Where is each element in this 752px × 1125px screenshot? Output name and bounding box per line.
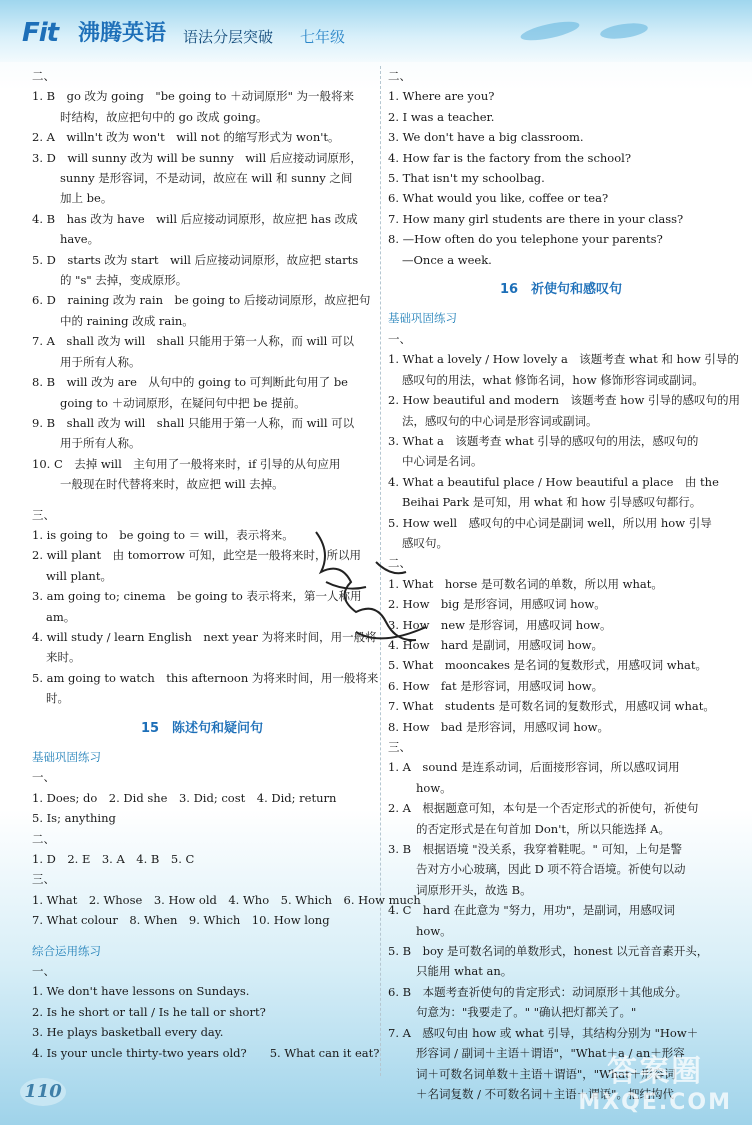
answer-line: 词原形开头，故选 B。 [416,882,532,897]
dolphin-decoration [519,18,581,44]
answer-line: 2. Is he short or tall / Is he tall or short? [32,1004,266,1019]
answer-line: 一般现在时代替将来时，故应把 will 去掉。 [60,477,284,492]
answer-line: 4. How hard 是副词，用感叹词 how。 [388,637,604,652]
answer-line: 形容词 / 副词＋主语＋谓语"，"What＋a / an＋形容 [416,1046,685,1061]
answer-line: 时。 [46,691,69,706]
answer-line: 的 "s" 去掉，变成原形。 [60,273,188,288]
answer-line: sunny 是形容词，不是动词，故应在 will 和 sunny 之间 [60,171,353,186]
answer-line: 7. What colour 8. When 9. Which 10. How long [32,913,330,928]
series-title: 语法分层突破 [183,28,274,46]
answer-line: 1. is going to be going to ＝ will，表示将来。 [32,527,294,542]
answer-line: 10. C 去掉 will 主句用了一般将来时，if 引导的从句应用 [32,456,341,471]
answer-line [32,931,372,941]
answer-line: 一、 [388,331,411,346]
answer-line: 感叹句。 [402,535,448,550]
answer-line: 6. How fat 是形容词，用感叹词 how。 [388,678,604,693]
page-number: 110 [20,1078,66,1106]
chapter-title: 16 祈使句和感叹句 [499,282,623,298]
answer-line [32,495,372,505]
answer-line: 4. Is your uncle thirty-two years old? 5. What can it eat? [32,1045,380,1060]
section-heading: 基础巩固练习 [388,311,457,326]
answer-line: 中的 raining 改成 rain。 [60,313,194,328]
dolphin-decoration [599,21,648,42]
answer-line: 5. D starts 改为 start will 后应接动词原形，故应把 starts [32,252,359,267]
answer-line: 二、 [388,69,411,83]
answer-line: 时结构，故应把句中的 go 改成 going。 [60,109,268,124]
answer-line: 法，感叹句的中心词是形容词或副词。 [402,413,598,428]
grade-label: 七年级 [300,28,346,46]
answer-line: going to ＋动词原形，在疑问句中把 be 提前。 [60,395,306,410]
answer-line: 3. What a 该题考查 what 引导的感叹句的用法，感叹句的 [388,433,699,448]
answer-line: 告对方小心玻璃，因此 D 项不符合语境。祈使句以动 [416,862,686,877]
answer-line: 用于所有人称。 [60,436,141,451]
answer-line: how。 [416,780,452,795]
answer-line: have。 [60,232,100,247]
answer-line: 9. B shall 改为 will shall 只能用于第一人称，而 will 可以 [32,415,355,430]
answer-line: 5. How well 感叹句的中心词是副词 well，所以用 how 引导 [388,515,712,530]
answer-line: 二、 [388,556,411,571]
answer-line: 三、 [32,507,55,522]
answer-line: ＋名词复数 / 不可数名词＋主语＋谓语"。把结构代 [416,1086,674,1101]
answer-line: 只能用 what an。 [416,964,513,979]
answer-line: 6. B 本题考查祈使句的肯定形式：动词原形＋其他成分。 [388,984,688,999]
answer-line: 4. will study / learn English next year 为将来时间，用一般将 [32,629,377,644]
watermark-url: MXQE.COM [578,1090,732,1115]
answer-line: am。 [46,609,76,624]
answer-line: 三、 [32,872,55,887]
answer-line: 1. D 2. E 3. A 4. B 5. C [32,852,195,867]
answer-line: 5. Is; anything [32,811,116,826]
answer-line: 3. How new 是形容词，用感叹词 how。 [388,617,612,632]
answer-line: 1. What a lovely / How lovely a 该题考查 what 和 how 引导的 [388,352,739,367]
answer-line: 感叹句的用法，what 修饰名词，how 修饰形容词或副词。 [402,372,704,387]
answer-line: 二、 [32,831,55,846]
answer-line: 一、 [32,770,55,785]
answer-line: 5. What mooncakes 是名词的复数形式，用感叹词 what。 [388,658,707,673]
answer-line: 5. B boy 是可数名词的单数形式，honest 以元音音素开头， [388,944,709,959]
answer-line: —Once a week. [402,252,492,267]
answer-line: 4. How far is the factory from the school? [388,150,631,165]
answer-line: 3. B 根据语境 "没关系，我穿着鞋呢。" 可知，上句是警 [388,842,682,857]
chapter-title: 15 陈述句和疑问句 [140,720,264,736]
answer-line: 4. What a beautiful place / How beautiful a place 由 the [388,474,719,489]
answer-line: 词＋可数名词单数＋主语＋谓语"，"What＋形容词 [416,1066,676,1081]
answer-line: 三、 [388,740,411,754]
answer-line: 1. What horse 是可数名词的单数，所以用 what。 [388,576,663,591]
answer-line: 4. C hard 在此意为 "努力，用功"，是副词，用感叹词 [388,903,675,918]
answer-line: 3. We don't have a big classroom. [388,130,584,145]
answer-line: 7. How many girl students are there in your class? [388,211,684,226]
answer-line: 5. That isn't my schoolbag. [388,171,545,186]
answer-line: 6. What would you like, coffee or tea? [388,191,609,206]
answer-line: how。 [416,923,452,938]
answer-line: 2. will plant 由 tomorrow 可知，此空是一般将来时，所以用 [32,548,362,563]
watermark-text: 答案圈 [607,1054,704,1089]
answer-line: 7. What students 是可数名词的复数形式，用感叹词 what。 [388,699,715,714]
answer-line: Beihai Park 是可知，用 what 和 how 引导感叹句都行。 [402,495,702,510]
answer-line: 3. D will sunny 改为 will be sunny will 后应接动词原形， [32,150,362,165]
answer-line: 中心词是名词。 [402,454,483,469]
handwritten-scribble [296,522,446,662]
answer-line: 3. He plays basketball every day. [32,1025,224,1040]
answer-line: 一、 [32,964,55,979]
answer-line: will plant。 [46,568,112,583]
answer-line: 8. —How often do you telephone your parents? [388,232,663,247]
answer-line: 1. B go 改为 going "be going to ＋动词原形" 为一般将来 [32,89,355,104]
answer-line: 1. Where are you? [388,89,495,104]
answer-line: 加上 be。 [60,191,113,206]
answer-line: 的否定形式是在句首加 Don't，所以只能选择 A。 [416,821,670,836]
answer-line: 句意为："我要走了。" "确认把灯都关了。" [416,1005,637,1020]
answer-line: 2. I was a teacher. [388,109,495,124]
answer-line: 1. What 2. Whose 3. How old 4. Who 5. Which 6. How much [32,892,421,907]
answer-line: 7. A shall 改为 will shall 只能用于第一人称，而 will 可以 [32,334,355,349]
answer-line: 8. B will 改为 are 从句中的 going to 可判断此句用了 be [32,375,348,390]
answer-line: 2. How beautiful and modern 该题考查 how 引导的感叹句的用 [388,393,740,408]
fit-logo: Fit [22,18,59,48]
section-heading: 综合运用练习 [32,943,101,958]
answer-line: 8. How bad 是形容词，用感叹词 how。 [388,719,609,734]
answer-line: 用于所有人称。 [60,354,141,369]
brand-title: 沸腾英语 [78,21,167,46]
answer-line: 来时。 [46,650,81,665]
answer-line: 2. A willn't 改为 won't will not 的缩写形式为 won't。 [32,130,340,145]
watermark [578,1046,732,1115]
answer-line: 2. A 根据题意可知，本句是一个否定形式的祈使句，祈使句 [388,801,699,816]
answer-line: 1. Does; do 2. Did she 3. Did; cost 4. Did; return [32,790,337,805]
answer-line: 2. How big 是形容词，用感叹词 how。 [388,597,606,612]
answer-line: 3. am going to; cinema be going to 表示将来，第一人称用 [32,589,362,604]
answer-line: 1. A sound 是连系动词，后面接形容词，所以感叹词用 [388,760,680,775]
page-header [0,0,752,62]
answer-line: 4. B has 改为 have will 后应接动词原形，故应把 has 改成 [32,211,358,226]
section-heading: 基础巩固练习 [32,750,101,764]
answer-line: 6. D raining 改为 rain be going to 后接动词原形，故应把句 [32,293,371,308]
answer-line: 5. am going to watch this afternoon 为将来时间，用一般将来 [32,670,379,685]
answer-line: 二、 [32,69,55,83]
answer-line: 7. A 感叹句由 how 或 what 引导，其结构分别为 "How＋ [388,1025,699,1040]
answer-line: 1. We don't have lessons on Sundays. [32,984,250,999]
